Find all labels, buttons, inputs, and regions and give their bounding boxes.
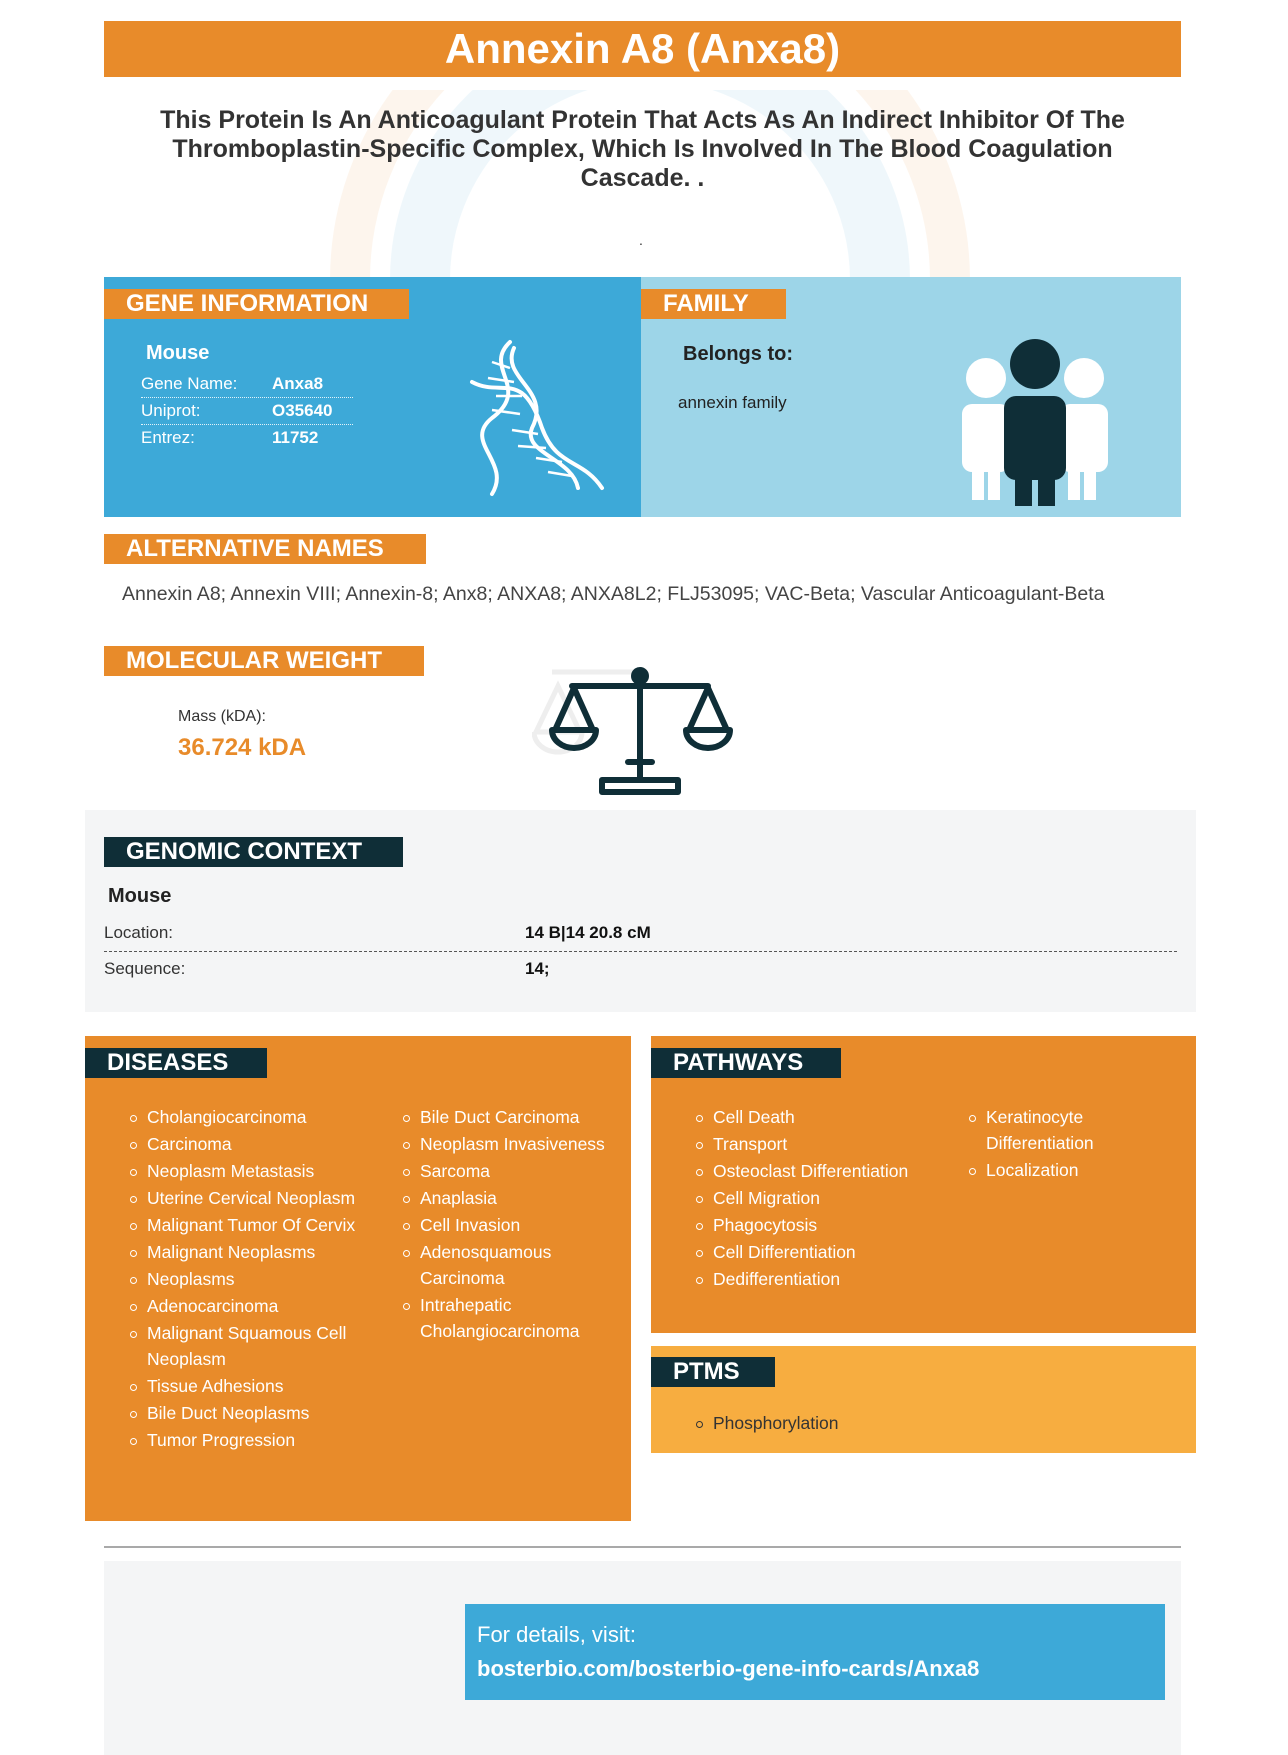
list-item: Sarcoma (401, 1158, 621, 1184)
location-label: Location: (104, 923, 173, 942)
list-item: Neoplasms (128, 1266, 358, 1292)
list-item: Phagocytosis (694, 1212, 924, 1238)
belongs-to-label: Belongs to: (683, 343, 793, 365)
uniprot-row (141, 398, 353, 425)
details-url-link[interactable]: bosterbio.com/bosterbio-gene-info-cards/Anxa8 (477, 1656, 980, 1681)
list-item: Carcinoma (128, 1131, 358, 1157)
list-item: Cell Invasion (401, 1212, 621, 1238)
pathways-list-right (967, 1104, 1167, 1184)
pathways-list-left (694, 1104, 924, 1293)
ptms-panel (651, 1346, 1196, 1453)
entrez-label: Entrez: (141, 428, 195, 447)
balance-scale-icon (532, 662, 752, 802)
list-item: Malignant Squamous Cell Neoplasm (128, 1320, 358, 1372)
sequence-value: 14; (525, 959, 550, 978)
list-item: Bile Duct Carcinoma (401, 1104, 621, 1130)
list-item: Malignant Neoplasms (128, 1239, 358, 1265)
diseases-list-left (128, 1104, 358, 1454)
diseases-panel (85, 1036, 631, 1521)
list-item: Phosphorylation (694, 1410, 994, 1436)
sequence-row (104, 954, 1177, 988)
family-heading: FAMILY (641, 289, 786, 319)
gene-information-heading: GENE INFORMATION (104, 289, 409, 319)
gene-name-label: Gene Name: (141, 374, 238, 393)
mass-label: Mass (kDA): (178, 708, 266, 725)
details-link-box[interactable] (465, 1604, 1165, 1700)
entrez-row (141, 425, 353, 452)
details-label: For details, visit: (477, 1622, 636, 1647)
alternative-names-text: Annexin A8; Annexin VIII; Annexin-8; Anx8; ANXA8; ANXA8L2; FLJ53095; VAC-Beta; Vascular Anticoagulant-Beta (122, 583, 1105, 605)
list-item: Osteoclast Differentiation (694, 1158, 924, 1184)
list-item: Neoplasm Metastasis (128, 1158, 358, 1184)
diseases-list-right (401, 1104, 621, 1345)
list-item: Cell Death (694, 1104, 924, 1130)
list-item: Malignant Tumor Of Cervix (128, 1212, 358, 1238)
list-item: Cholangiocarcinoma (128, 1104, 358, 1130)
location-value: 14 B|14 20.8 cM (525, 923, 651, 942)
ptms-list (694, 1410, 994, 1437)
pathways-heading: PATHWAYS (651, 1048, 841, 1078)
list-item: Uterine Cervical Neoplasm (128, 1185, 358, 1211)
family-value: annexin family (678, 393, 787, 412)
gene-name-row (141, 371, 353, 398)
list-item: Anaplasia (401, 1185, 621, 1211)
list-item: Bile Duct Neoplasms (128, 1400, 358, 1426)
protein-description: This Protein Is An Anticoagulant Protein That Acts As An Indirect Inhibitor Of The Thromboplastin-Specific Complex, Which Is Involved In The Blood Coagulation Cascade. . (160, 106, 1125, 192)
gene-name-value: Anxa8 (272, 374, 324, 393)
genomic-context-heading: GENOMIC CONTEXT (104, 837, 403, 867)
uniprot-value: O35640 (272, 401, 333, 420)
people-group-icon (960, 338, 1110, 506)
genomic-species: Mouse (108, 885, 172, 907)
list-item: Keratinocyte Differentiation (967, 1104, 1167, 1156)
list-item: Tissue Adhesions (128, 1373, 358, 1399)
page-title: Annexin A8 (Anxa8) (104, 21, 1181, 77)
list-item: Dedifferentiation (694, 1266, 924, 1292)
diseases-heading: DISEASES (85, 1048, 267, 1078)
list-item: Localization (967, 1157, 1167, 1183)
ptms-heading: PTMS (651, 1357, 775, 1387)
list-item: Neoplasm Invasiveness (401, 1131, 621, 1157)
footer-divider (104, 1546, 1181, 1548)
molecular-weight-heading: MOLECULAR WEIGHT (104, 646, 424, 676)
list-item: Cell Differentiation (694, 1239, 924, 1265)
gene-species: Mouse (146, 342, 210, 364)
entrez-value: 11752 (272, 428, 319, 447)
dna-helix-icon (462, 338, 610, 498)
uniprot-label: Uniprot: (141, 401, 201, 420)
sequence-label: Sequence: (104, 959, 186, 978)
mass-value: 36.724 kDA (178, 734, 307, 761)
list-item: Cell Migration (694, 1185, 924, 1211)
list-item: Tumor Progression (128, 1427, 358, 1453)
description-dot: . (639, 232, 643, 248)
alternative-names-heading: ALTERNATIVE NAMES (104, 534, 426, 564)
list-item: Adenocarcinoma (128, 1293, 358, 1319)
list-item: Transport (694, 1131, 924, 1157)
pathways-panel (651, 1036, 1196, 1333)
location-row (104, 918, 1177, 952)
list-item: Intrahepatic Cholangiocarcinoma (401, 1292, 621, 1344)
list-item: Adenosquamous Carcinoma (401, 1239, 621, 1291)
